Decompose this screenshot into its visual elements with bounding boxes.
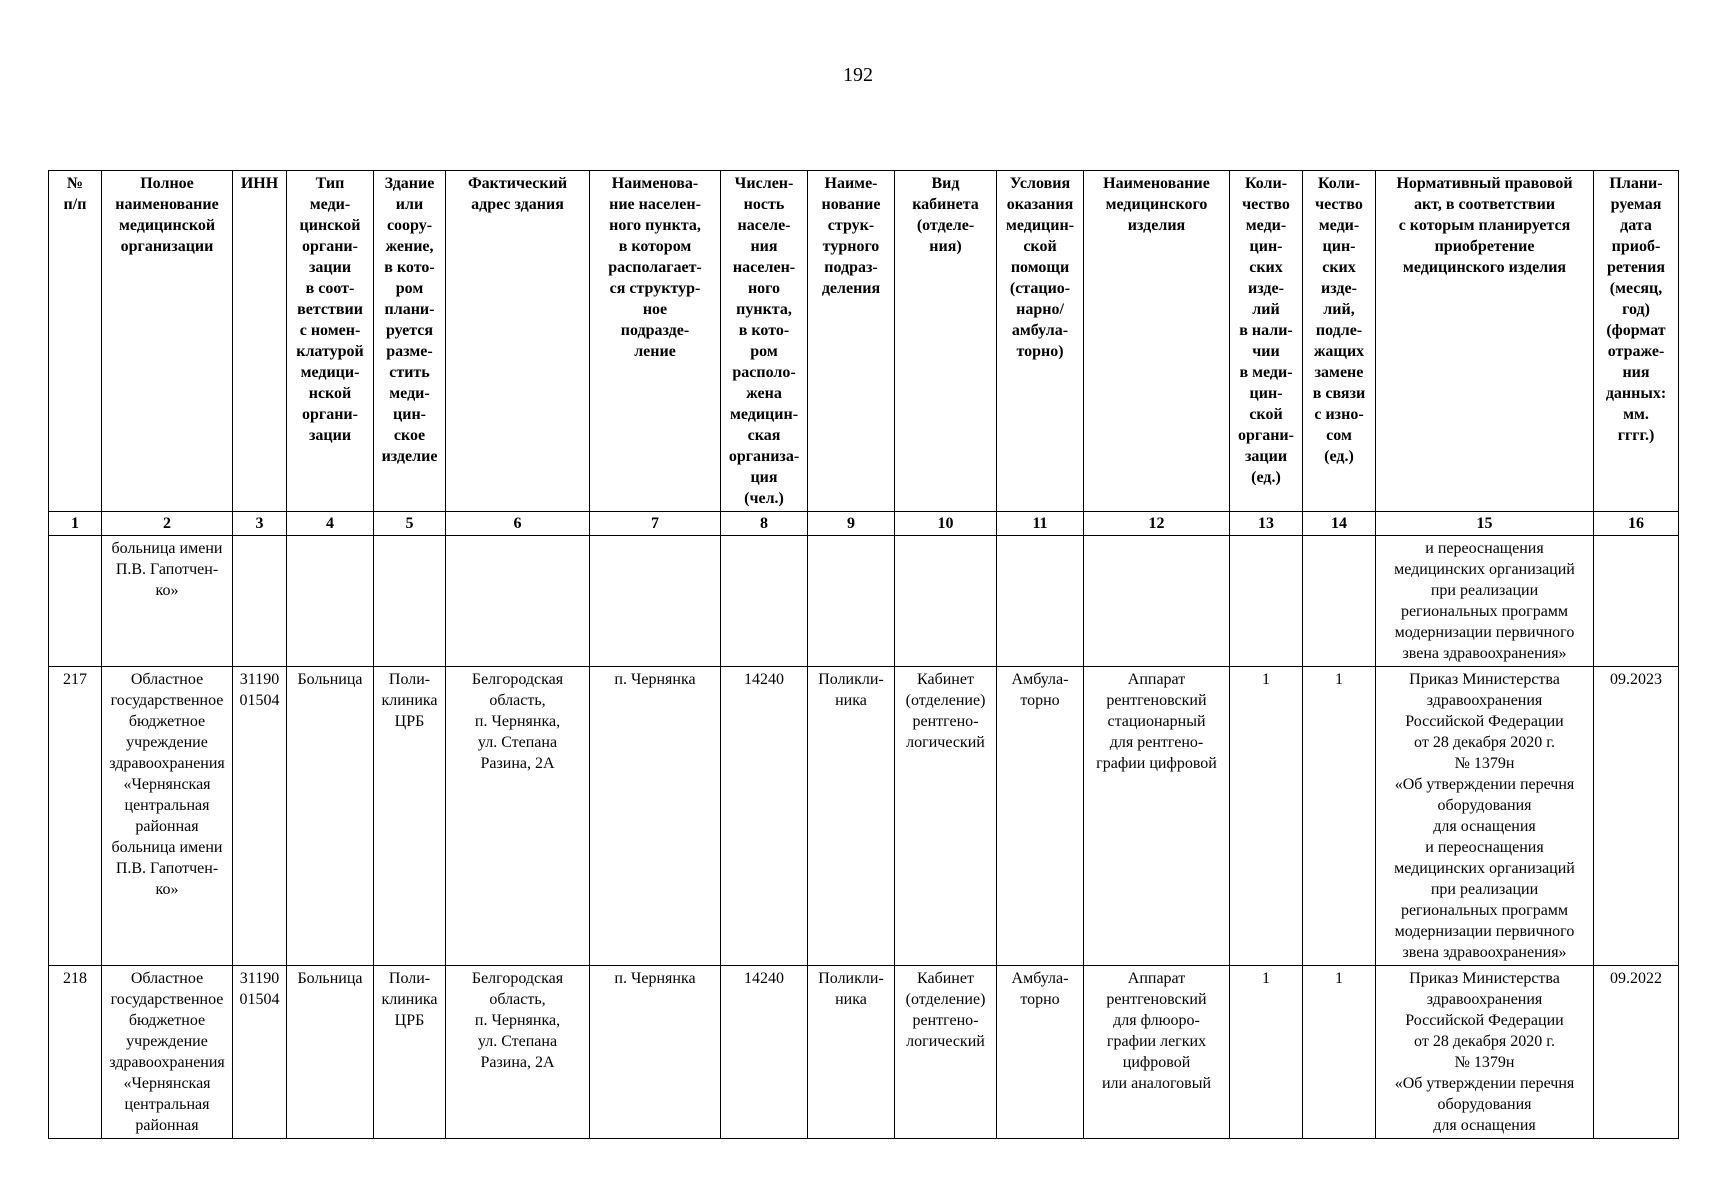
cell-device-name: Аппарат рентгеновский стационарный для рентгено- графии цифровой [1084, 667, 1230, 966]
cell-subdivision: Поликли- ника [808, 966, 895, 1139]
table-row-218 [49, 966, 1679, 1139]
cell-planned-date: 09.2022 [1594, 966, 1679, 1139]
column-number: 8 [721, 512, 808, 536]
header-cell-device-name: Наименование медицинского изделия [1084, 171, 1230, 512]
column-number: 14 [1303, 512, 1376, 536]
header-cell-planned-date: Плани- руемая дата приоб- ретения (месяц, год) (формат отраже- ния данных: мм. гггг.) [1594, 171, 1679, 512]
header-row [49, 171, 1679, 512]
cell-qty-available [1230, 536, 1303, 667]
header-cell-number: № п/п [49, 171, 102, 512]
column-number: 7 [590, 512, 721, 536]
cell-qty-replace: 1 [1303, 667, 1376, 966]
cell-inn: 31190 01504 [233, 966, 287, 1139]
column-number-row [49, 512, 1679, 536]
cell-qty-available: 1 [1230, 667, 1303, 966]
header-cell-population: Числен- ность населе- ния населен- ного пункта, в кото- ром располо- жена медицин- ская организа- ция (чел.) [721, 171, 808, 512]
table-row-continuation [49, 536, 1679, 667]
header-cell-address: Фактический адрес здания [446, 171, 590, 512]
cell-legal-act: и переоснащения медицинских организаций при реализации региональных программ модернизации первичного звена здравоохранения» [1376, 536, 1594, 667]
cell-cabinet-type: Кабинет (отделение) рентгено- логический [895, 667, 997, 966]
cell-number [49, 536, 102, 667]
cell-subdivision [808, 536, 895, 667]
column-number: 1 [49, 512, 102, 536]
column-number: 6 [446, 512, 590, 536]
cell-org-name: Областное государственное бюджетное учреждение здравоохранения «Чернянская центральная районная больница имени П.В. Гапотчен- ко» [102, 667, 233, 966]
cell-population [721, 536, 808, 667]
cell-device-name: Аппарат рентгеновский для флюоро- графии легких цифровой или аналоговый [1084, 966, 1230, 1139]
header-cell-subdivision: Наиме- нование струк- турного подраз- деления [808, 171, 895, 512]
cell-org-type: Больница [287, 667, 374, 966]
cell-locality [590, 536, 721, 667]
cell-qty-replace [1303, 536, 1376, 667]
cell-number: 218 [49, 966, 102, 1139]
cell-cabinet-type: Кабинет (отделение) рентгено- логический [895, 966, 997, 1139]
cell-org-type [287, 536, 374, 667]
header-cell-org-name: Полное наименование медицинской организации [102, 171, 233, 512]
cell-building [374, 536, 446, 667]
cell-planned-date: 09.2023 [1594, 667, 1679, 966]
column-number: 16 [1594, 512, 1679, 536]
cell-address: Белгородская область, п. Чернянка, ул. Степана Разина, 2А [446, 667, 590, 966]
column-number: 5 [374, 512, 446, 536]
cell-locality: п. Чернянка [590, 667, 721, 966]
cell-locality: п. Чернянка [590, 966, 721, 1139]
cell-inn [233, 536, 287, 667]
header-cell-locality: Наименова- ние населен- ного пункта, в котором располагает- ся структур- ное подразде- ление [590, 171, 721, 512]
column-number: 2 [102, 512, 233, 536]
header-cell-inn: ИНН [233, 171, 287, 512]
cell-care-conditions [997, 536, 1084, 667]
cell-legal-act: Приказ Министерства здравоохранения Российской Федерации от 28 декабря 2020 г. № 1379н «Об утверждении перечня оборудования для оснащения и переоснащения медицинских организаций при реализации региональных программ модернизации первичного звена здравоохранения» [1376, 667, 1594, 966]
cell-address [446, 536, 590, 667]
header-cell-qty-replace: Коли- чество меди- цин- ских изде- лий, подле- жащих замене в связи с изно- сом (ед.) [1303, 171, 1376, 512]
header-cell-legal-act: Нормативный правовой акт, в соответствии с которым планируется приобретение медицинского изделия [1376, 171, 1594, 512]
header-cell-building: Здание или соору- жение, в кото- ром плани- руется разме- стить меди- цин- ское изделие [374, 171, 446, 512]
cell-cabinet-type [895, 536, 997, 667]
header-cell-cabinet-type: Вид кабинета (отделе- ния) [895, 171, 997, 512]
header-cell-qty-available: Коли- чество меди- цин- ских изде- лий в нали- чии в меди- цин- ской органи- зации (ед.) [1230, 171, 1303, 512]
equipment-table [48, 170, 1679, 1139]
column-number: 15 [1376, 512, 1594, 536]
cell-address: Белгородская область, п. Чернянка, ул. Степана Разина, 2А [446, 966, 590, 1139]
column-number: 4 [287, 512, 374, 536]
cell-org-type: Больница [287, 966, 374, 1139]
cell-inn: 31190 01504 [233, 667, 287, 966]
column-number: 9 [808, 512, 895, 536]
column-number: 13 [1230, 512, 1303, 536]
column-number: 11 [997, 512, 1084, 536]
cell-population: 14240 [721, 966, 808, 1139]
header-cell-org-type: Тип меди- цинской органи- зации в соот- ветствии с номен- клатурой медици- нской органи- зации [287, 171, 374, 512]
cell-care-conditions: Амбула- торно [997, 966, 1084, 1139]
cell-building: Поли- клиника ЦРБ [374, 966, 446, 1139]
cell-org-name: больница имени П.В. Гапотчен- ко» [102, 536, 233, 667]
cell-org-name: Областное государственное бюджетное учреждение здравоохранения «Чернянская центральная районная [102, 966, 233, 1139]
cell-population: 14240 [721, 667, 808, 966]
header-cell-care-conditions: Условия оказания медицин- ской помощи (стацио- нарно/ амбула- торно) [997, 171, 1084, 512]
cell-device-name [1084, 536, 1230, 667]
cell-building: Поли- клиника ЦРБ [374, 667, 446, 966]
column-number: 12 [1084, 512, 1230, 536]
cell-care-conditions: Амбула- торно [997, 667, 1084, 966]
column-number: 10 [895, 512, 997, 536]
page-number: 192 [843, 64, 873, 86]
cell-qty-replace: 1 [1303, 966, 1376, 1139]
cell-legal-act: Приказ Министерства здравоохранения Российской Федерации от 28 декабря 2020 г. № 1379н «Об утверждении перечня оборудования для оснащения [1376, 966, 1594, 1139]
column-number: 3 [233, 512, 287, 536]
cell-qty-available: 1 [1230, 966, 1303, 1139]
cell-planned-date [1594, 536, 1679, 667]
cell-subdivision: Поликли- ника [808, 667, 895, 966]
cell-number: 217 [49, 667, 102, 966]
table-row-217 [49, 667, 1679, 966]
